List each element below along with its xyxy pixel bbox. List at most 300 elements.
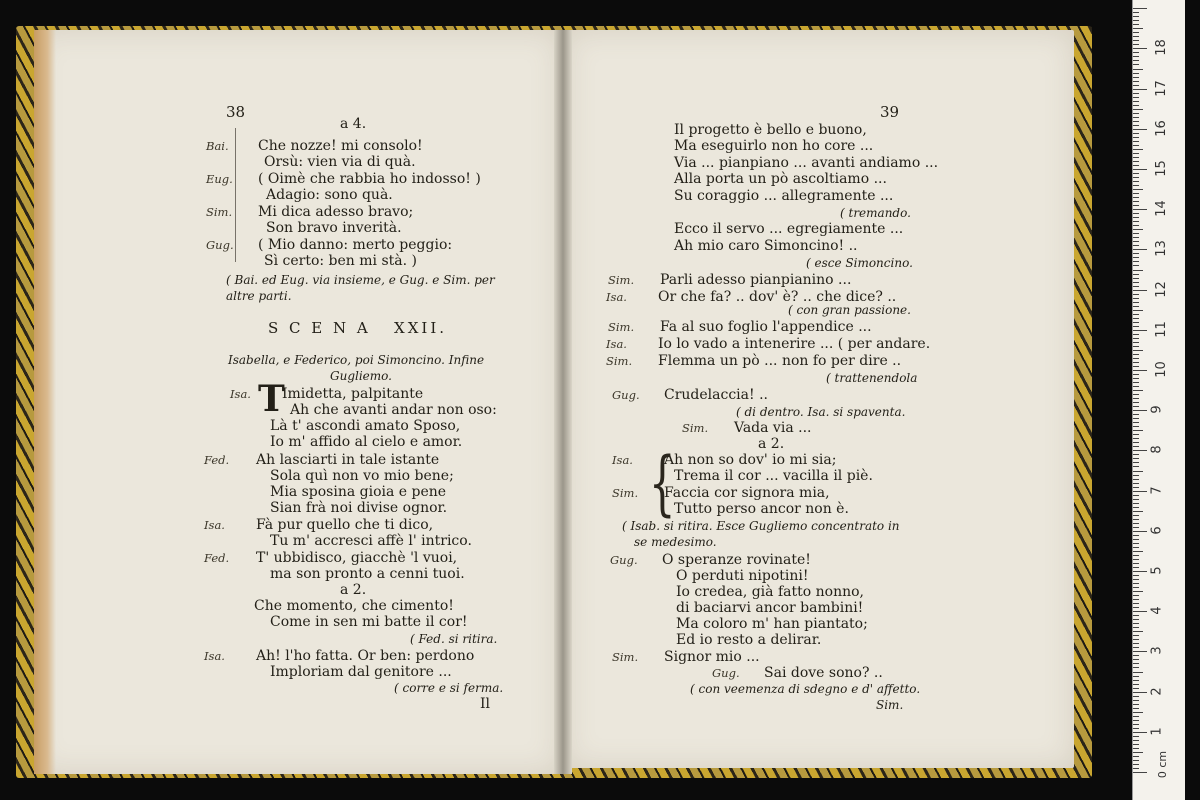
speaker-label: Isa. [230, 387, 251, 401]
ruler-label: 9 [1149, 405, 1165, 414]
ruler-tick [1133, 708, 1139, 709]
left-line [270, 484, 446, 500]
verse-text: ma son pronto a cenni tuoi. [270, 566, 465, 582]
left-line [206, 237, 453, 253]
ruler-tick [1133, 189, 1143, 190]
ruler-tick [1133, 591, 1143, 592]
left-line [264, 154, 416, 170]
left-line [270, 434, 462, 450]
ruler-tick [1133, 77, 1139, 78]
ruler-tick [1133, 36, 1139, 37]
ruler-tick [1133, 165, 1139, 166]
ruler-tick [1133, 390, 1143, 391]
ruler-tick [1133, 40, 1139, 41]
ruler-tick [1133, 354, 1139, 355]
right-line [676, 600, 863, 616]
ruler-tick [1133, 382, 1139, 383]
ruler-tick [1133, 499, 1139, 500]
speaker-label: Fed. [204, 453, 230, 467]
ruler-tick [1133, 543, 1139, 544]
ruler-label: 10 [1153, 361, 1169, 378]
ruler-tick [1133, 32, 1139, 33]
ruler-tick [1133, 270, 1143, 271]
ruler-tick [1133, 8, 1147, 9]
right-line [788, 302, 911, 318]
left-line [270, 500, 447, 516]
right-duet-brace: { [648, 442, 676, 524]
ruler-tick [1133, 454, 1139, 455]
ruler-tick [1133, 483, 1139, 484]
ruler-tick [1133, 294, 1139, 295]
ruler-tick [1133, 680, 1139, 681]
speaker-label: Sim. [608, 273, 635, 287]
ruler-label: 13 [1153, 240, 1169, 258]
ruler-label: 15 [1153, 160, 1169, 177]
ruler-tick [1133, 696, 1139, 697]
ruler-tick [1133, 426, 1139, 427]
ruler-label: 1 [1149, 727, 1165, 736]
ruler-tick [1133, 406, 1139, 407]
ruler-tick [1133, 253, 1139, 254]
ruler-tick [1133, 631, 1143, 632]
left-line [270, 533, 472, 549]
ruler-tick [1133, 318, 1139, 319]
ruler-tick [1133, 52, 1139, 53]
speaker-label: Isa. [612, 453, 633, 467]
left-line [394, 680, 503, 696]
ruler-tick [1133, 684, 1139, 685]
stage-direction: Sim. [876, 698, 904, 712]
ruler-tick [1133, 274, 1139, 275]
ruler-tick [1133, 458, 1139, 459]
ruler-label: 16 [1153, 120, 1169, 137]
verse-text: Come in sen mi batte il cor! [270, 614, 468, 630]
ruler-tick [1133, 740, 1139, 741]
left-line [206, 171, 481, 187]
ruler-tick [1133, 752, 1143, 753]
ruler-tick [1133, 249, 1147, 250]
right-line [674, 171, 887, 187]
ruler-tick [1133, 471, 1143, 472]
verse-text: O speranze rovinate! [662, 552, 811, 568]
left-line [270, 566, 465, 582]
ruler-tick [1133, 672, 1143, 673]
ruler-tick [1133, 446, 1139, 447]
verse-text: Io lo vado a intenerire ... ( per andare. [658, 336, 931, 352]
verse-text: Ed io resto a delirar. [676, 632, 822, 648]
ruler-tick [1133, 378, 1139, 379]
ruler-tick [1133, 700, 1139, 701]
left-line [330, 368, 392, 384]
ruler-tick [1133, 422, 1139, 423]
ruler-tick [1133, 414, 1139, 415]
ruler-tick [1133, 201, 1139, 202]
speaker-label: Bai. [206, 139, 229, 153]
ruler-tick [1133, 394, 1139, 395]
ruler-tick [1133, 225, 1139, 226]
ruler-label: 7 [1149, 485, 1165, 495]
ruler-tick [1133, 73, 1139, 74]
verse-text: Sai dove sono? .. [764, 665, 883, 681]
verse-text: T' ubbidisco, giacchè 'l vuoi, [256, 550, 458, 566]
drop-cap: T [258, 378, 285, 420]
verse-text: Ah mio caro Simoncino! .. [674, 238, 858, 254]
verse-text: Io m' affido al cielo e amor. [270, 434, 463, 450]
ruler-tick [1133, 374, 1139, 375]
stage-direction: altre parti. [226, 289, 292, 303]
ruler-tick [1133, 583, 1139, 584]
ruler-tick [1133, 286, 1139, 287]
right-line [606, 336, 931, 352]
left-line [254, 598, 454, 614]
right-line [806, 255, 913, 271]
ruler-tick [1133, 575, 1139, 576]
ruler-tick [1133, 161, 1139, 162]
right-line [674, 122, 867, 138]
ruler-tick [1133, 535, 1139, 536]
verse-text: Trema il cor ... vacilla il piè. [674, 468, 873, 484]
ruler-tick [1133, 237, 1139, 238]
ruler-tick [1133, 149, 1143, 150]
ruler-tick [1133, 177, 1139, 178]
ruler-tick [1133, 338, 1139, 339]
stage-direction: ( Bai. ed Eug. via insieme, e Gug. e Sim. per [226, 273, 495, 287]
ruler-tick [1133, 495, 1139, 496]
ruler-tick [1133, 619, 1139, 620]
right-line [674, 238, 858, 254]
ruler-label: 4 [1149, 606, 1165, 615]
ruler-tick [1133, 205, 1139, 206]
verse-text: Tutto perso ancor non è. [674, 501, 849, 517]
ruler-tick [1133, 559, 1139, 560]
ruler-tick [1133, 20, 1139, 21]
left-line [270, 468, 454, 484]
ruler-tick [1133, 760, 1139, 761]
ruler-tick [1133, 555, 1139, 556]
ruler-tick [1133, 712, 1143, 713]
left-line [204, 517, 434, 533]
ruler-tick [1133, 370, 1147, 371]
right-line [758, 436, 784, 452]
ruler-tick [1133, 595, 1139, 596]
right-line [676, 616, 868, 632]
ruler-tick [1133, 607, 1139, 608]
ruler-tick [1133, 133, 1139, 134]
verse-text: Ah che avanti andar non oso: [290, 402, 497, 418]
ruler-tick [1133, 326, 1139, 327]
ruler-tick [1133, 503, 1139, 504]
verse-text: di baciarvi ancor bambini! [676, 600, 864, 616]
ruler-tick [1133, 479, 1139, 480]
ruler-label: 14 [1153, 200, 1169, 217]
ruler-tick [1133, 105, 1139, 106]
verse-text: Flemma un pò ... non fo per dire .. [658, 353, 902, 369]
right-line [712, 665, 883, 681]
ruler-tick [1133, 491, 1147, 492]
stage-direction: ( Fed. si ritira. [410, 632, 498, 646]
ruler-tick [1133, 386, 1139, 387]
verse-text: Io credea, già fatto nonno, [676, 584, 864, 600]
verse-text: Che momento, che cimento! [254, 598, 454, 614]
ruler-tick [1133, 137, 1139, 138]
left-line [410, 631, 497, 647]
ruler-label: 5 [1149, 566, 1165, 575]
left-line [290, 402, 497, 418]
ruler-tick [1133, 257, 1139, 258]
ruler-tick [1133, 93, 1139, 94]
ruler-tick [1133, 515, 1139, 516]
ruler-tick [1133, 547, 1139, 548]
left-line [230, 386, 424, 402]
ruler-tick [1133, 402, 1139, 403]
ruler-tick [1133, 306, 1139, 307]
ruler-tick [1133, 229, 1143, 230]
ruler-tick [1133, 442, 1139, 443]
speaker-label: Sim. [612, 486, 639, 500]
ruler-tick [1133, 772, 1147, 773]
ruler-tick [1133, 643, 1139, 644]
ruler-tick [1133, 245, 1139, 246]
ruler-tick [1133, 434, 1139, 435]
ruler-tick [1133, 117, 1139, 118]
ruler-tick [1133, 410, 1147, 411]
verse-text: Ah lasciarti in tale istante [256, 452, 440, 468]
verse-text: Tu m' accresci affè l' intrico. [270, 533, 472, 549]
verse-text: Fa al suo foglio l'appendice ... [660, 319, 872, 335]
right-line [674, 138, 873, 154]
ruler-tick [1133, 736, 1139, 737]
stage-direction: Isabella, e Federico, poi Simoncino. Infine [228, 353, 485, 367]
speaker-label: Gug. [206, 238, 234, 252]
verse-text: Adagio: sono quà. [266, 187, 393, 203]
speaker-label: Isa. [204, 649, 225, 663]
left-line [270, 418, 460, 434]
right-line [676, 632, 821, 648]
ruler-tick [1133, 48, 1147, 49]
ruler-tick [1133, 314, 1139, 315]
ruler-unit: 0 cm [1156, 750, 1170, 779]
ruler-tick [1133, 579, 1139, 580]
ruler-tick [1133, 716, 1139, 717]
verse-text: ( Oimè che rabbia ho indosso! ) [258, 171, 481, 187]
ruler-tick [1133, 720, 1139, 721]
speaker-label: Sim. [206, 205, 233, 219]
ruler-tick [1133, 129, 1147, 130]
ruler-label: 2 [1149, 686, 1165, 696]
ruler-tick [1133, 764, 1139, 765]
verse-text: Il [480, 696, 491, 712]
ruler-tick [1133, 69, 1143, 70]
right-line [676, 568, 809, 584]
ruler-tick [1133, 507, 1139, 508]
right-line [674, 468, 873, 484]
ruler-tick [1133, 221, 1139, 222]
left-line [226, 272, 495, 288]
verse-text: Ma eseguirlo non ho core ... [674, 138, 874, 154]
ruler-tick [1133, 398, 1139, 399]
ruler-tick [1133, 185, 1139, 186]
right-line [676, 584, 864, 600]
ruler-tick [1133, 12, 1139, 13]
left-page-number: 38 [226, 103, 246, 121]
ruler-tick [1133, 639, 1139, 640]
ruler-tick [1133, 81, 1139, 82]
left-line [268, 320, 447, 337]
ruler-label: 6 [1149, 526, 1165, 535]
verse-text: Fà pur quello che ti dico, [256, 517, 434, 533]
verse-text: Signor mio ... [664, 649, 760, 665]
ruler-tick [1133, 334, 1139, 335]
left-line [340, 582, 366, 598]
ruler-tick [1133, 109, 1143, 110]
ruler-tick [1133, 209, 1147, 210]
ruler-label: 3 [1149, 646, 1165, 656]
ruler-tick [1133, 462, 1139, 463]
ruler-tick [1133, 623, 1139, 624]
ruler-tick [1133, 692, 1147, 693]
right-line [608, 272, 852, 288]
ruler-tick [1133, 113, 1139, 114]
verse-text: Son bravo inverità. [266, 220, 402, 236]
speaker-label: Fed. [204, 551, 230, 565]
verse-text: Alla porta un pò ascoltiamo ... [674, 171, 887, 187]
verse-text: a 4. [340, 116, 367, 132]
left-line [270, 664, 452, 680]
ruler-tick [1133, 651, 1147, 652]
verse-text: Faccia cor signora mia, [664, 485, 830, 501]
ruler-tick [1133, 635, 1139, 636]
right-line [612, 452, 837, 468]
ruler-tick [1133, 475, 1139, 476]
ruler-tick [1133, 724, 1139, 725]
ruler-label: 8 [1149, 445, 1165, 455]
ruler-tick [1133, 173, 1139, 174]
measurement-ruler [1132, 0, 1185, 800]
stage-direction: ( trattenendola [826, 371, 918, 385]
ruler-tick [1133, 611, 1147, 612]
verse-text: Via ... pianpiano ... avanti andiamo ... [674, 155, 939, 171]
ruler-tick [1133, 169, 1147, 170]
right-line [674, 155, 938, 171]
right-line [840, 205, 911, 221]
speaker-label: Gug. [612, 388, 640, 402]
right-line [612, 649, 760, 665]
ruler-tick [1133, 193, 1139, 194]
speaker-label: Sim. [682, 421, 709, 435]
ruler-tick [1133, 278, 1139, 279]
ruler-tick [1133, 659, 1139, 660]
right-line [610, 552, 811, 568]
ruler-tick [1133, 362, 1139, 363]
left-line [206, 138, 423, 154]
stage-direction: ( Isab. si ritira. Esce Gugliemo concentrato in [622, 519, 900, 533]
stage-direction: se medesimo. [634, 535, 717, 549]
verse-text: Imploriam dal genitore ... [270, 664, 452, 680]
speaker-label: Gug. [712, 666, 740, 680]
ruler-tick [1133, 450, 1147, 451]
ruler-tick [1133, 744, 1139, 745]
verse-text: Ecco il servo ... egregiamente ... [674, 221, 904, 237]
left-line [228, 352, 484, 368]
right-line [682, 420, 812, 436]
ruler-tick [1133, 346, 1139, 347]
right-line [690, 681, 920, 697]
ruler-tick [1133, 342, 1139, 343]
ruler-tick [1133, 233, 1139, 234]
ruler-tick [1133, 24, 1139, 25]
ruler-tick [1133, 663, 1139, 664]
speaker-label: Sim. [606, 354, 633, 368]
ruler-tick [1133, 587, 1139, 588]
ruler-tick [1133, 60, 1139, 61]
left-line [204, 452, 440, 468]
ruler-label: 12 [1153, 280, 1169, 298]
left-line [264, 253, 417, 269]
ruler-tick [1133, 358, 1139, 359]
ruler-tick [1133, 655, 1139, 656]
ruler-tick [1133, 466, 1139, 467]
speaker-label: Isa. [606, 337, 627, 351]
left-line [204, 550, 458, 566]
ruler-tick [1133, 217, 1139, 218]
ruler-tick [1133, 302, 1139, 303]
ruler-tick [1133, 728, 1139, 729]
ruler-tick [1133, 197, 1139, 198]
ruler-tick [1133, 567, 1139, 568]
verse-text: Mia sposina gioia e pene [270, 484, 447, 500]
verse-text: Orsù: vien via di quà. [264, 154, 416, 170]
ruler-tick [1133, 599, 1139, 600]
ruler-tick [1133, 615, 1139, 616]
ruler-tick [1133, 438, 1139, 439]
ruler-tick [1133, 667, 1139, 668]
book-gutter [554, 30, 572, 774]
ruler-tick [1133, 350, 1143, 351]
speaker-label: Isa. [606, 290, 627, 304]
right-page-number: 39 [880, 103, 900, 121]
ruler-tick [1133, 145, 1139, 146]
verse-text: Ah non so dov' io mi sia; [664, 452, 837, 468]
verse-text: Su coraggio ... allegramente ... [674, 188, 894, 204]
verse-text: Che nozze! mi consolo! [258, 138, 423, 154]
verse-text: Sian frà noi divise ognor. [270, 500, 448, 516]
ruler-tick [1133, 89, 1147, 90]
ruler-tick [1133, 430, 1143, 431]
verse-text: Sola quì non vo mio bene; [270, 468, 454, 484]
right-line [612, 387, 768, 403]
left-line [340, 116, 366, 132]
ruler-tick [1133, 647, 1139, 648]
speaker-label: Sim. [612, 650, 639, 664]
ruler-tick [1133, 571, 1147, 572]
stage-direction: ( con gran passione. [788, 303, 911, 317]
left-line [266, 220, 402, 236]
right-line [736, 404, 905, 420]
ruler-tick [1133, 531, 1147, 532]
ruler-label: 11 [1153, 321, 1169, 338]
ruler-tick [1133, 213, 1139, 214]
verse-text: a 2. [340, 582, 367, 598]
verse-text: Vada via ... [734, 420, 812, 436]
ruler-tick [1133, 181, 1139, 182]
verse-text: Il progetto è bello e buono, [674, 122, 867, 138]
stage-direction: ( con veemenza di sdegno e d' affetto. [690, 682, 921, 696]
left-line [206, 204, 414, 220]
stage-direction: ( tremando. [840, 206, 911, 220]
right-line [674, 221, 903, 237]
ruler-tick [1133, 282, 1139, 283]
right-line [674, 188, 893, 204]
